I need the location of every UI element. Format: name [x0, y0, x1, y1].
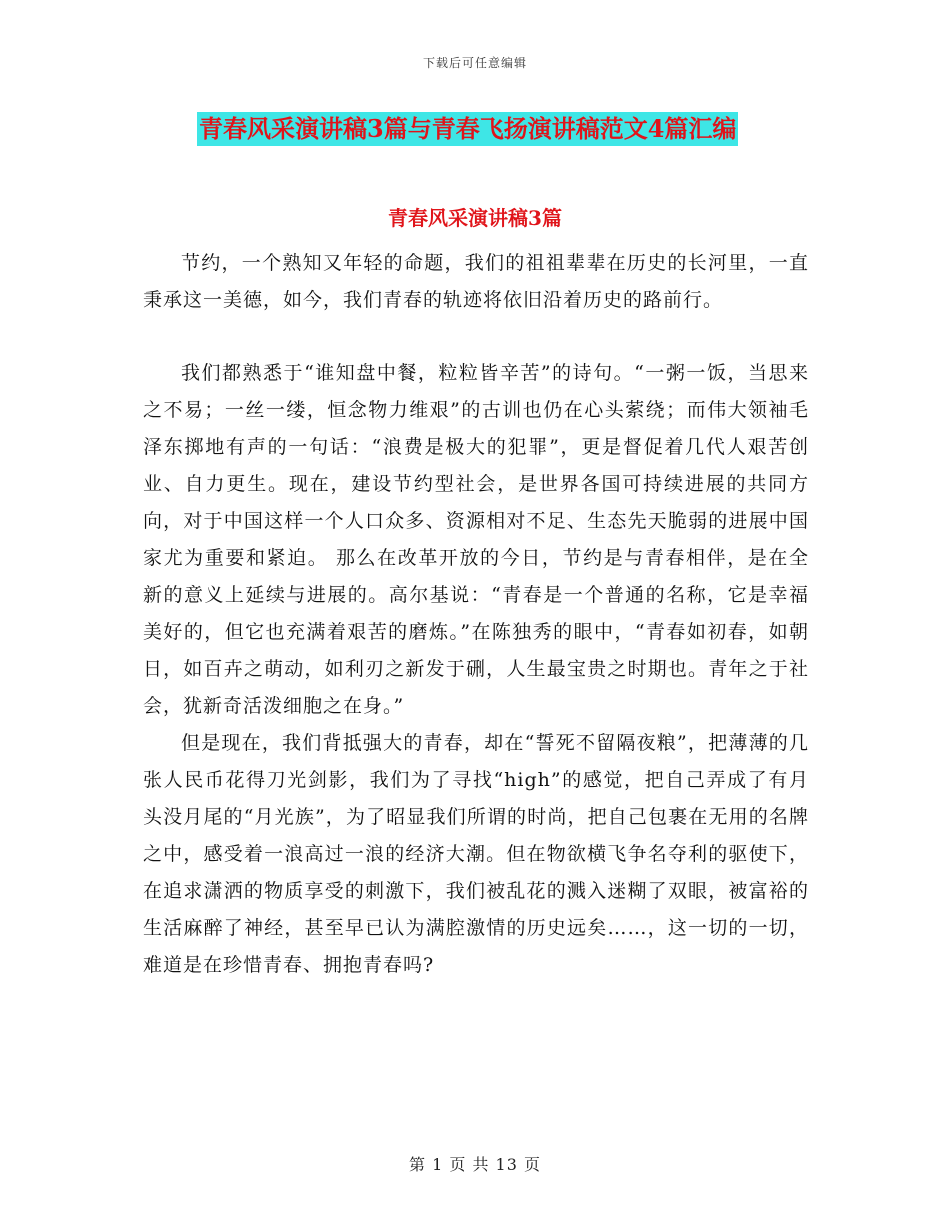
page-indicator: 第 1 页 共 13 页: [409, 1155, 541, 1174]
paragraph: 我们都熟悉于“谁知盘中餐，粒粒皆辛苦”的诗句。“一粥一饭，当思来之不易；一丝一缕，恒念物力维艰”的古训也仍在心头萦绕；而伟大领袖毛泽东掷地有声的一句话：“浪费是极大的犯罪”，更是督促着几代人艰苦创业、自力更生。现在，建设节约型社会，是世界各国可持续进展的共同方向，对于中国这样一个人口众多、资源相对不足、生态先天脆弱的进展中国家尤为重要和紧迫。 那么在改革开放的今日，节约是与青春相伴，是在全新的意义上延续与进展的。高尔基说：“青春是一个普通的名称，它是幸福美好的，但它也充满着艰苦的磨炼。”在陈独秀的眼中，“青春如初春，如朝日，如百卉之萌动，如利刃之新发于硎，人生最宝贵之时期也。青年之于社会，犹新奇活泼细胞之在身。”: [143, 362, 809, 717]
paragraph: 节约，一个熟知又年轻的命题，我们的祖祖辈辈在历史的长河里，一直秉承这一美德，如今，我们青春的轨迹将依旧沿着历史的路前行。: [143, 252, 809, 311]
paragraph-spacer: [143, 319, 809, 355]
header-note: 下载后可任意编辑: [422, 56, 527, 70]
paragraph: 但是现在，我们背抵强大的青春，却在“誓死不留隔夜粮”，把薄薄的几张人民币花得刀光剑影，我们为了寻找“high”的感觉，把自己弄成了有月头没月尾的“月光族”，为了昭显我们所谓的时尚，把自己包裹在无用的名牌之中，感受着一浪高过一浪的经济大潮。但在物欲横飞争名夺利的驱使下，在追求潇洒的物质享受的刺激下，我们被乱花的溅入迷糊了双眼，被富裕的生活麻醉了神经，甚至早已认为满腔激情的历史远矣……，这一切的一切，难道是在珍惜青春、拥抱青春吗?: [143, 732, 809, 976]
section-title: 青春风采演讲稿3篇: [388, 206, 562, 230]
document-title: 青春风采演讲稿3篇与青春飞扬演讲稿范文4篇汇编: [197, 112, 738, 146]
document-body: [143, 245, 809, 984]
